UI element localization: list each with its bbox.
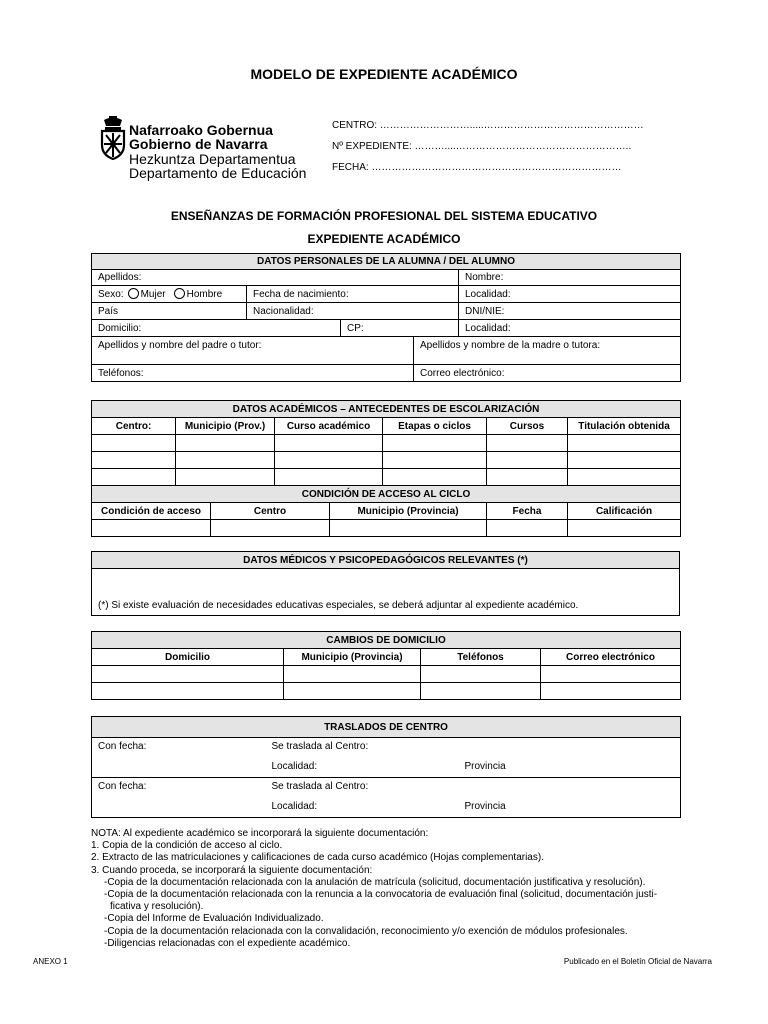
table-row xyxy=(92,469,681,486)
localidad-2-field[interactable]: Localidad: xyxy=(459,320,681,337)
transfer-1-provincia[interactable]: Provincia xyxy=(464,761,506,772)
footer-annex: ANEXO 1 xyxy=(33,957,68,966)
hombre-radio[interactable] xyxy=(174,288,185,299)
table-cell[interactable] xyxy=(92,666,284,683)
cp-field[interactable]: CP: xyxy=(341,320,459,337)
note-line: NOTA: Al expediente académico se incorporará la siguiente documentación: xyxy=(91,828,429,839)
madre-tutora-field[interactable]: Apellidos y nombre de la madre o tutora: xyxy=(414,337,681,365)
note-line: 3. Cuando proceda, se incorporará la siguiente documentación: xyxy=(91,864,373,876)
table-row xyxy=(92,683,681,700)
table-cell[interactable] xyxy=(568,469,681,486)
col-municipio-provincia: Municipio (Provincia) xyxy=(284,649,421,666)
table-cell[interactable] xyxy=(275,435,383,452)
domicilio-field[interactable]: Domicilio: xyxy=(92,320,341,337)
note-line: 1. Copia de la condición de acceso al ciclo. xyxy=(91,840,283,852)
transfer-entry xyxy=(92,778,681,818)
mujer-label: Mujer xyxy=(140,289,166,300)
col-telefonos: Teléfonos xyxy=(421,649,541,666)
note-sub-line: -Copia del Informe de Evaluación Individualizado. xyxy=(104,913,324,925)
padre-tutor-field[interactable]: Apellidos y nombre del padre o tutor: xyxy=(92,337,414,365)
medical-data-table xyxy=(91,551,680,616)
note-sub-line: -Copia de la documentación relacionada con la renuncia a la convocatoria de evaluación final (solicitud, documentación justi- xyxy=(104,889,658,901)
centro-field[interactable]: CENTRO: ……………………….....………………………………………… xyxy=(332,120,644,131)
table-cell[interactable] xyxy=(284,666,421,683)
col-domicilio: Domicilio xyxy=(92,649,284,666)
table-cell[interactable] xyxy=(383,435,487,452)
address-changes-header: CAMBIOS DE DOMICILIO xyxy=(92,632,681,649)
gobierno-navarra-logo xyxy=(98,112,328,184)
table-cell[interactable] xyxy=(568,452,681,469)
correo-field[interactable]: Correo electrónico: xyxy=(414,365,681,382)
col-centro: Centro: xyxy=(92,418,176,435)
transfer-entry xyxy=(92,738,681,778)
table-cell[interactable] xyxy=(92,520,211,537)
table-cell[interactable] xyxy=(487,435,568,452)
table-row xyxy=(92,452,681,469)
table-row xyxy=(92,435,681,452)
localidad-field[interactable]: Localidad: xyxy=(459,286,681,303)
col-condicion-acceso: Condición de acceso xyxy=(92,503,211,520)
sexo-label: Sexo: xyxy=(98,289,124,300)
fecha-field[interactable]: FECHA: ………………………………………………………………… xyxy=(332,162,622,173)
personal-data-header: DATOS PERSONALES DE LA ALUMNA / DEL ALUMNO xyxy=(92,254,681,270)
notes-block xyxy=(91,828,691,950)
table-cell[interactable] xyxy=(284,683,421,700)
table-cell[interactable] xyxy=(176,452,275,469)
table-cell[interactable] xyxy=(211,520,330,537)
transfer-1-localidad[interactable]: Localidad: xyxy=(271,761,318,772)
note-sub-line: -Copia de la documentación relacionada con la convalidación, reconocimiento y/o exención de módulos profesionales. xyxy=(104,925,628,937)
note-sub-line: ficativa y resolución). xyxy=(110,901,204,913)
transfer-2-details xyxy=(266,778,681,818)
col-curso-academico: Curso académico xyxy=(275,418,383,435)
table-cell[interactable] xyxy=(275,469,383,486)
table-cell[interactable] xyxy=(487,452,568,469)
table-cell[interactable] xyxy=(487,520,568,537)
dni-field[interactable]: DNI/NIE: xyxy=(459,303,681,320)
nacionalidad-field[interactable]: Nacionalidad: xyxy=(247,303,459,320)
expediente-field[interactable]: Nº EXPEDIENTE: ………....…………………………………………….. xyxy=(332,141,632,152)
telefonos-field[interactable]: Teléfonos: xyxy=(92,365,414,382)
transfers-header: TRASLADOS DE CENTRO xyxy=(92,717,681,738)
fecha-nacimiento-field[interactable]: Fecha de nacimiento: xyxy=(247,286,459,303)
sexo-field xyxy=(92,286,247,303)
transfers-table xyxy=(91,716,681,818)
table-cell[interactable] xyxy=(568,435,681,452)
table-cell[interactable] xyxy=(383,469,487,486)
table-cell[interactable] xyxy=(541,666,681,683)
table-row xyxy=(92,666,681,683)
nombre-field[interactable]: Nombre: xyxy=(459,270,681,286)
table-cell[interactable] xyxy=(330,520,487,537)
logo-line-3: Hezkuntza Departamentua xyxy=(129,151,296,167)
hombre-label: Hombre xyxy=(186,289,223,300)
table-cell[interactable] xyxy=(176,435,275,452)
mujer-radio[interactable] xyxy=(128,288,139,299)
subtitle-expediente: EXPEDIENTE ACADÉMICO xyxy=(307,232,461,246)
table-cell[interactable] xyxy=(275,452,383,469)
col-cursos: Cursos xyxy=(487,418,568,435)
transfer-2-localidad[interactable]: Localidad: xyxy=(271,801,318,812)
medical-data-header: DATOS MÉDICOS Y PSICOPEDAGÓGICOS RELEVANTES (*) xyxy=(92,552,680,569)
medical-note: (*) Si existe evaluación de necesidades educativas especiales, se deberá adjuntar al expediente académico. xyxy=(98,600,579,611)
col-access-municipio: Municipio (Provincia) xyxy=(330,503,487,520)
note-sub-line: -Diligencias relacionadas con el expediente académico. xyxy=(104,937,351,949)
transfer-1-details xyxy=(266,738,681,778)
table-cell[interactable] xyxy=(421,666,541,683)
col-titulacion: Titulación obtenida xyxy=(568,418,681,435)
col-access-fecha: Fecha xyxy=(487,503,568,520)
coat-of-arms-icon xyxy=(98,114,128,170)
medical-data-field[interactable] xyxy=(92,569,680,616)
col-access-centro: Centro xyxy=(211,503,330,520)
table-cell[interactable] xyxy=(92,683,284,700)
apellidos-field[interactable]: Apellidos: xyxy=(92,270,459,286)
footer-publication: Publicado en el Boletín Oficial de Navarra xyxy=(563,957,712,966)
transfer-2-provincia[interactable]: Provincia xyxy=(464,801,506,812)
table-cell[interactable] xyxy=(487,469,568,486)
address-changes-table xyxy=(91,631,681,700)
logo-line-4: Departamento de Educación xyxy=(129,165,307,181)
note-line: 2. Extracto de las matriculaciones y calificaciones de cada curso académico (Hojas complementarias). xyxy=(91,852,544,864)
access-condition-header: CONDICIÓN DE ACCESO AL CICLO xyxy=(92,486,681,503)
subtitle-ensenanzas: ENSEÑANZAS DE FORMACIÓN PROFESIONAL DEL SISTEMA EDUCATIVO xyxy=(170,209,598,223)
table-cell[interactable] xyxy=(92,435,176,452)
col-municipio: Municipio (Prov.) xyxy=(176,418,275,435)
academic-data-table xyxy=(91,400,681,537)
table-cell[interactable] xyxy=(383,452,487,469)
page-title: MODELO DE EXPEDIENTE ACADÉMICO xyxy=(250,66,518,82)
transfer-1-centro[interactable]: Se traslada al Centro: xyxy=(271,741,369,752)
table-cell[interactable] xyxy=(176,469,275,486)
table-cell[interactable] xyxy=(541,683,681,700)
table-cell[interactable] xyxy=(421,683,541,700)
col-etapas: Etapas o ciclos xyxy=(383,418,487,435)
table-cell[interactable] xyxy=(92,452,176,469)
table-cell[interactable] xyxy=(92,469,176,486)
transfer-2-centro[interactable]: Se traslada al Centro: xyxy=(271,781,369,792)
col-access-calificacion: Calificación xyxy=(568,503,681,520)
table-cell[interactable] xyxy=(568,520,681,537)
col-correo: Correo electrónico xyxy=(541,649,681,666)
note-sub-line: -Copia de la documentación relacionada con la anulación de matrícula (solicitud, documentación justificativa y resolución). xyxy=(104,876,646,888)
academic-data-header: DATOS ACADÉMICOS – ANTECEDENTES DE ESCOLARIZACIÓN xyxy=(92,401,681,418)
logo-line-2: Gobierno de Navarra xyxy=(129,136,268,152)
transfer-2-date[interactable]: Con fecha: xyxy=(92,778,266,818)
personal-data-table xyxy=(91,253,681,382)
logo-line-1: Nafarroako Gobernua xyxy=(129,122,273,138)
transfer-1-date[interactable]: Con fecha: xyxy=(92,738,266,778)
table-row xyxy=(92,520,681,537)
pais-field[interactable]: País xyxy=(92,303,247,320)
